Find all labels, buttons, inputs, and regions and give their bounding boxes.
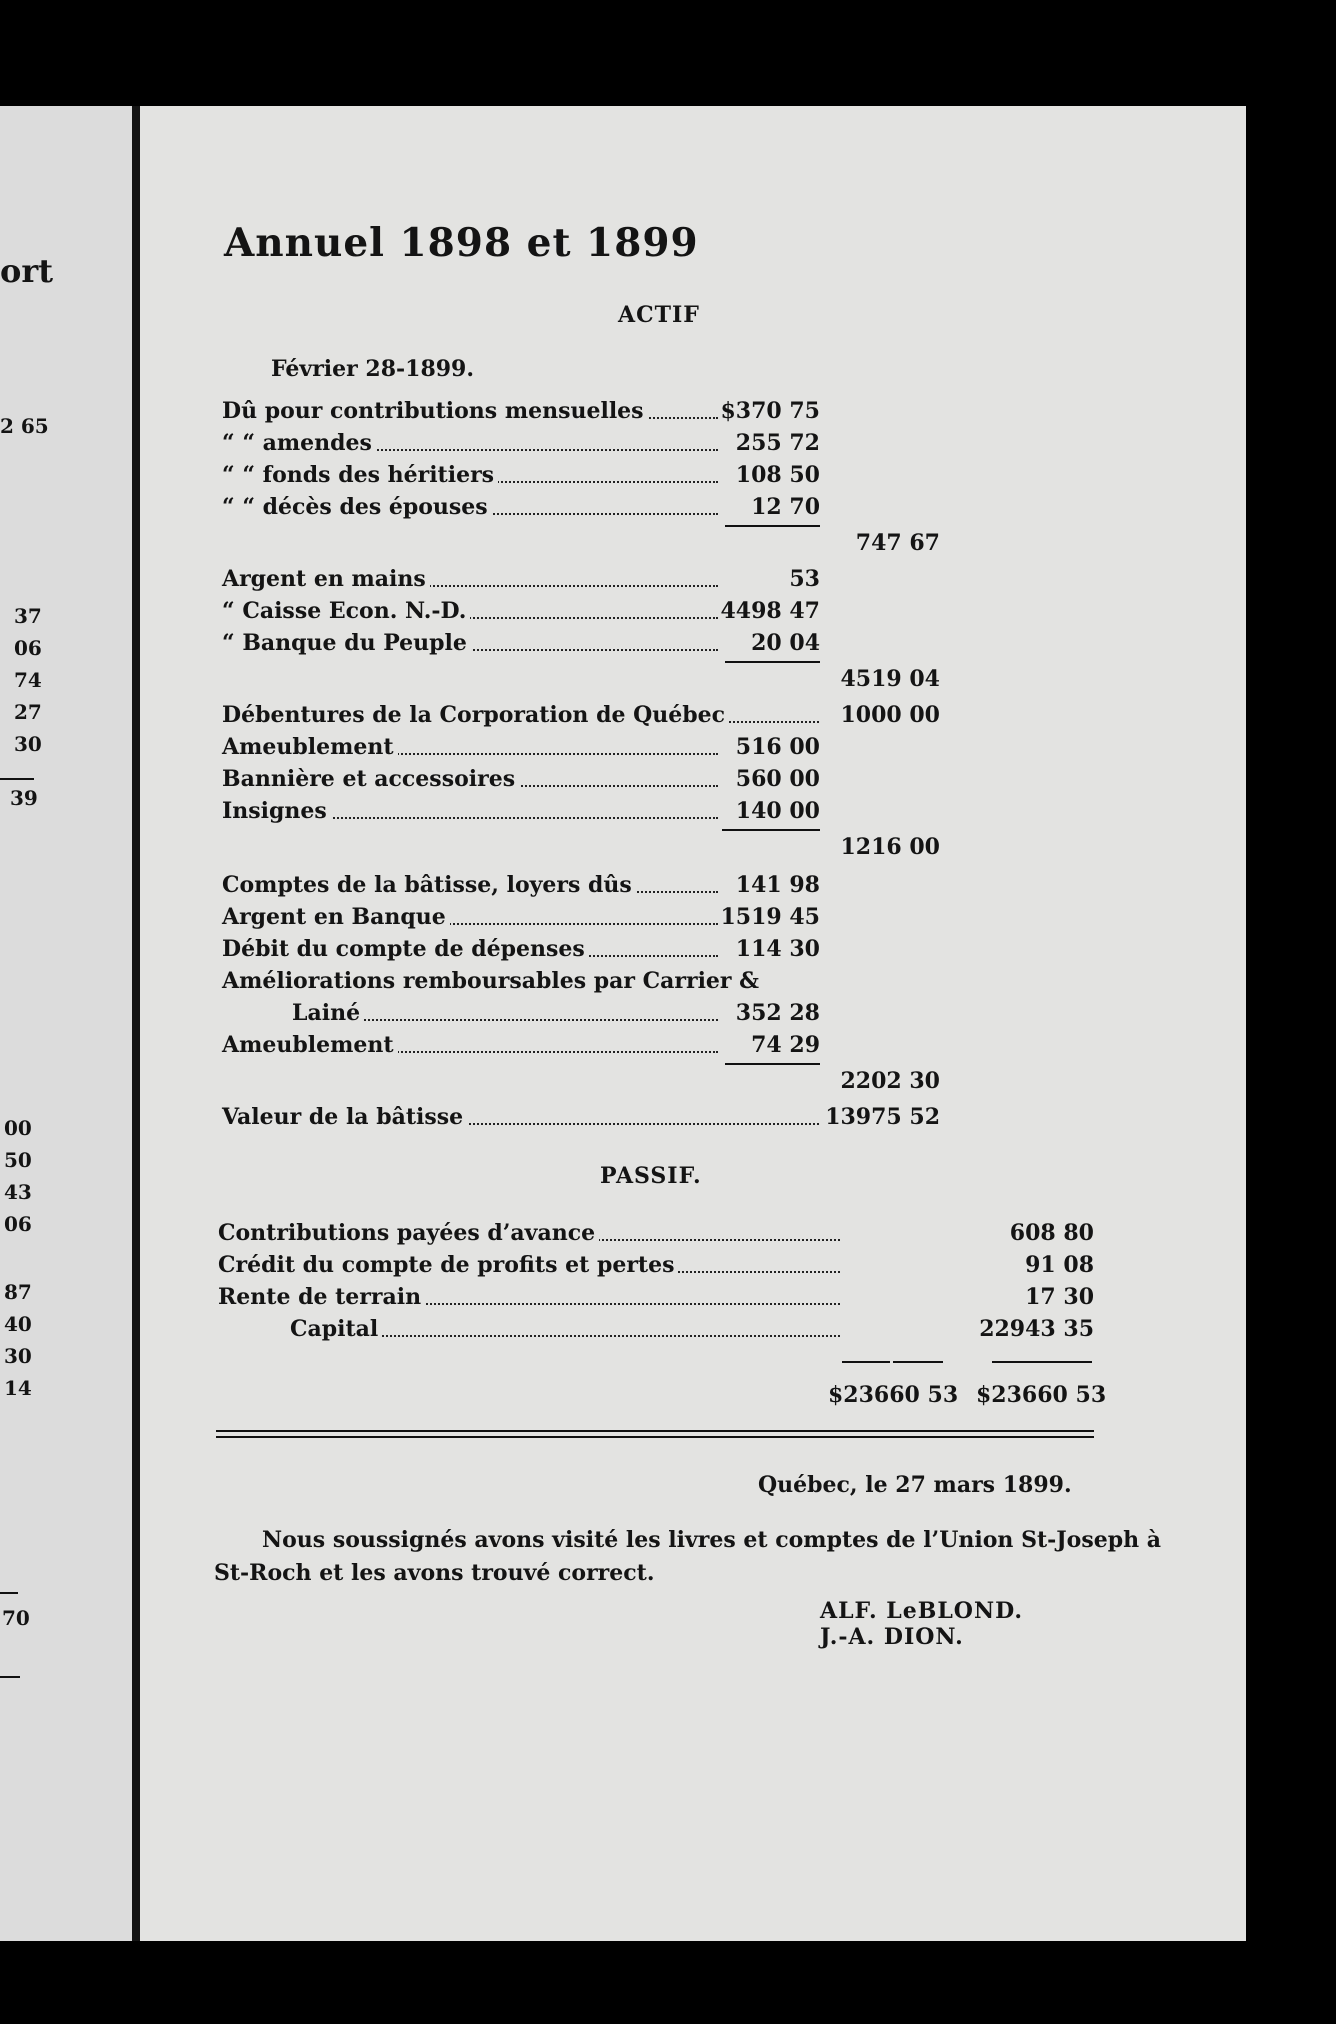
actif-row <box>222 834 940 864</box>
actif-row <box>222 1068 940 1098</box>
row-total: 2202 30 <box>820 1068 940 1094</box>
row-amount: 255 72 <box>735 430 820 456</box>
left-fragment: 06 <box>4 1212 32 1236</box>
left-fragment: 39 <box>10 786 38 810</box>
actif-row <box>222 530 940 560</box>
passif-heading: PASSIF. <box>600 1163 702 1189</box>
row-amount: 17 30 <box>1025 1284 1094 1310</box>
page-title: Annuel 1898 et 1899 <box>224 220 699 266</box>
subtotal-rule <box>725 661 820 663</box>
left-fragment: 43 <box>4 1180 32 1204</box>
actif-row <box>222 566 940 596</box>
row-label: Ameublement <box>222 1032 398 1058</box>
row-amount: 352 28 <box>735 1000 820 1026</box>
subtotal-rule <box>725 1063 820 1065</box>
row-amount: 20 04 <box>751 630 820 656</box>
row-amount: 516 00 <box>735 734 820 760</box>
sum-rule-left-b <box>893 1361 943 1363</box>
actif-row <box>222 702 940 732</box>
closing-double-rule-top <box>216 1430 1094 1432</box>
left-fragment: 40 <box>4 1312 32 1336</box>
actif-row <box>222 1104 940 1134</box>
row-label: Argent en mains <box>222 566 430 592</box>
row-label: Lainé <box>292 1000 364 1026</box>
left-rule <box>0 1592 18 1594</box>
subtotal-rule <box>722 829 820 831</box>
row-total: 747 67 <box>820 530 940 556</box>
row-amount: 140 00 <box>735 798 820 824</box>
row-amount: 108 50 <box>735 462 820 488</box>
left-fragment: 37 <box>14 604 42 628</box>
left-fragment: 14 <box>4 1376 32 1400</box>
left-fragment-heading: ort <box>0 252 53 290</box>
left-rule <box>0 1676 20 1678</box>
row-amount: 114 30 <box>735 936 820 962</box>
row-amount: 1519 45 <box>720 904 820 930</box>
left-fragment: 87 <box>4 1280 32 1304</box>
sum-rule-left-a <box>842 1361 890 1363</box>
actif-row <box>222 494 940 524</box>
passif-row <box>218 1220 1096 1250</box>
row-amount: 22943 35 <box>979 1316 1094 1342</box>
left-fragment: 50 <box>4 1148 32 1172</box>
row-amount: 91 08 <box>1025 1252 1094 1278</box>
left-fragment: 70 <box>2 1606 30 1630</box>
left-rule <box>0 778 34 780</box>
row-amount: 53 <box>789 566 820 592</box>
row-label: Contributions payées d’avance <box>218 1220 599 1246</box>
actif-row <box>222 1032 940 1062</box>
row-total: 13975 52 <box>820 1104 940 1130</box>
row-amount: 141 98 <box>735 872 820 898</box>
attestation-line-2: St-Roch et les avons trouvé correct. <box>214 1560 655 1586</box>
row-label: Ameublement <box>222 734 398 760</box>
row-label: “ Caisse Econ. N.-D. <box>222 598 470 624</box>
row-total: 1216 00 <box>820 834 940 860</box>
total-left: $23660 53 <box>828 1382 959 1408</box>
actif-row <box>222 630 940 660</box>
row-label: Valeur de la bâtisse <box>222 1104 467 1130</box>
passif-row <box>218 1252 1096 1282</box>
actif-row <box>222 430 940 460</box>
row-amount: $370 75 <box>720 398 820 424</box>
row-label: Crédit du compte de profits et pertes <box>218 1252 678 1278</box>
left-fragment: 30 <box>4 1344 32 1368</box>
row-amount: 12 70 <box>751 494 820 520</box>
actif-row <box>222 798 940 828</box>
passif-row <box>218 1284 1096 1314</box>
actif-row <box>222 904 940 934</box>
row-label: “ “ amendes <box>222 430 376 456</box>
row-label: “ “ décès des épouses <box>222 494 492 520</box>
left-fragment: 74 <box>14 668 42 692</box>
left-fragment: 00 <box>4 1116 32 1140</box>
row-label: Insignes <box>222 798 331 824</box>
attestation-line-1: Nous soussignés avons visité les livres et comptes de l’Union St-Joseph à <box>262 1527 1162 1553</box>
row-label: Dû pour contributions mensuelles <box>222 398 648 424</box>
subtotal-rule <box>725 525 820 527</box>
actif-heading: ACTIF <box>618 302 700 328</box>
actif-row <box>222 936 940 966</box>
actif-row <box>222 766 940 796</box>
row-label: Débit du compte de dépenses <box>222 936 589 962</box>
row-amount: 560 00 <box>735 766 820 792</box>
row-label: Comptes de la bâtisse, loyers dûs <box>222 872 636 898</box>
left-fragment: 2 65 <box>0 414 49 438</box>
row-label: Bannière et accessoires <box>222 766 519 792</box>
row-amount: 4498 47 <box>720 598 820 624</box>
row-total: 1000 00 <box>820 702 940 728</box>
row-label: Améliorations remboursables par Carrier & <box>222 968 763 994</box>
left-fragment: 06 <box>14 636 42 660</box>
actif-row <box>222 398 940 428</box>
date-line: Février 28-1899. <box>271 356 475 382</box>
row-label: Rente de terrain <box>218 1284 425 1310</box>
place-date: Québec, le 27 mars 1899. <box>758 1472 1072 1498</box>
left-page-fragment <box>0 106 132 1941</box>
actif-row <box>222 666 940 696</box>
actif-row <box>222 598 940 628</box>
actif-row <box>222 968 940 998</box>
row-label: “ “ fonds des héritiers <box>222 462 498 488</box>
actif-row <box>292 1000 940 1030</box>
row-total: 4519 04 <box>820 666 940 692</box>
row-label: Argent en Banque <box>222 904 450 930</box>
row-label: Débentures de la Corporation de Québec <box>222 702 729 728</box>
left-fragment: 27 <box>14 700 42 724</box>
signature-dion: J.-A. DION. <box>820 1624 964 1650</box>
total-right: $23660 53 <box>976 1382 1107 1408</box>
passif-row <box>290 1316 1096 1346</box>
left-fragment: 30 <box>14 732 42 756</box>
closing-double-rule-bottom <box>216 1436 1094 1438</box>
actif-row <box>222 872 940 902</box>
signature-leblond: ALF. LeBLOND. <box>820 1598 1024 1624</box>
actif-row <box>222 462 940 492</box>
row-amount: 74 29 <box>751 1032 820 1058</box>
row-label: “ Banque du Peuple <box>222 630 471 656</box>
row-label: Capital <box>290 1316 382 1342</box>
actif-row <box>222 734 940 764</box>
row-amount: 608 80 <box>1009 1220 1094 1246</box>
sum-rule-right <box>992 1361 1092 1363</box>
page-gutter <box>132 106 140 1941</box>
